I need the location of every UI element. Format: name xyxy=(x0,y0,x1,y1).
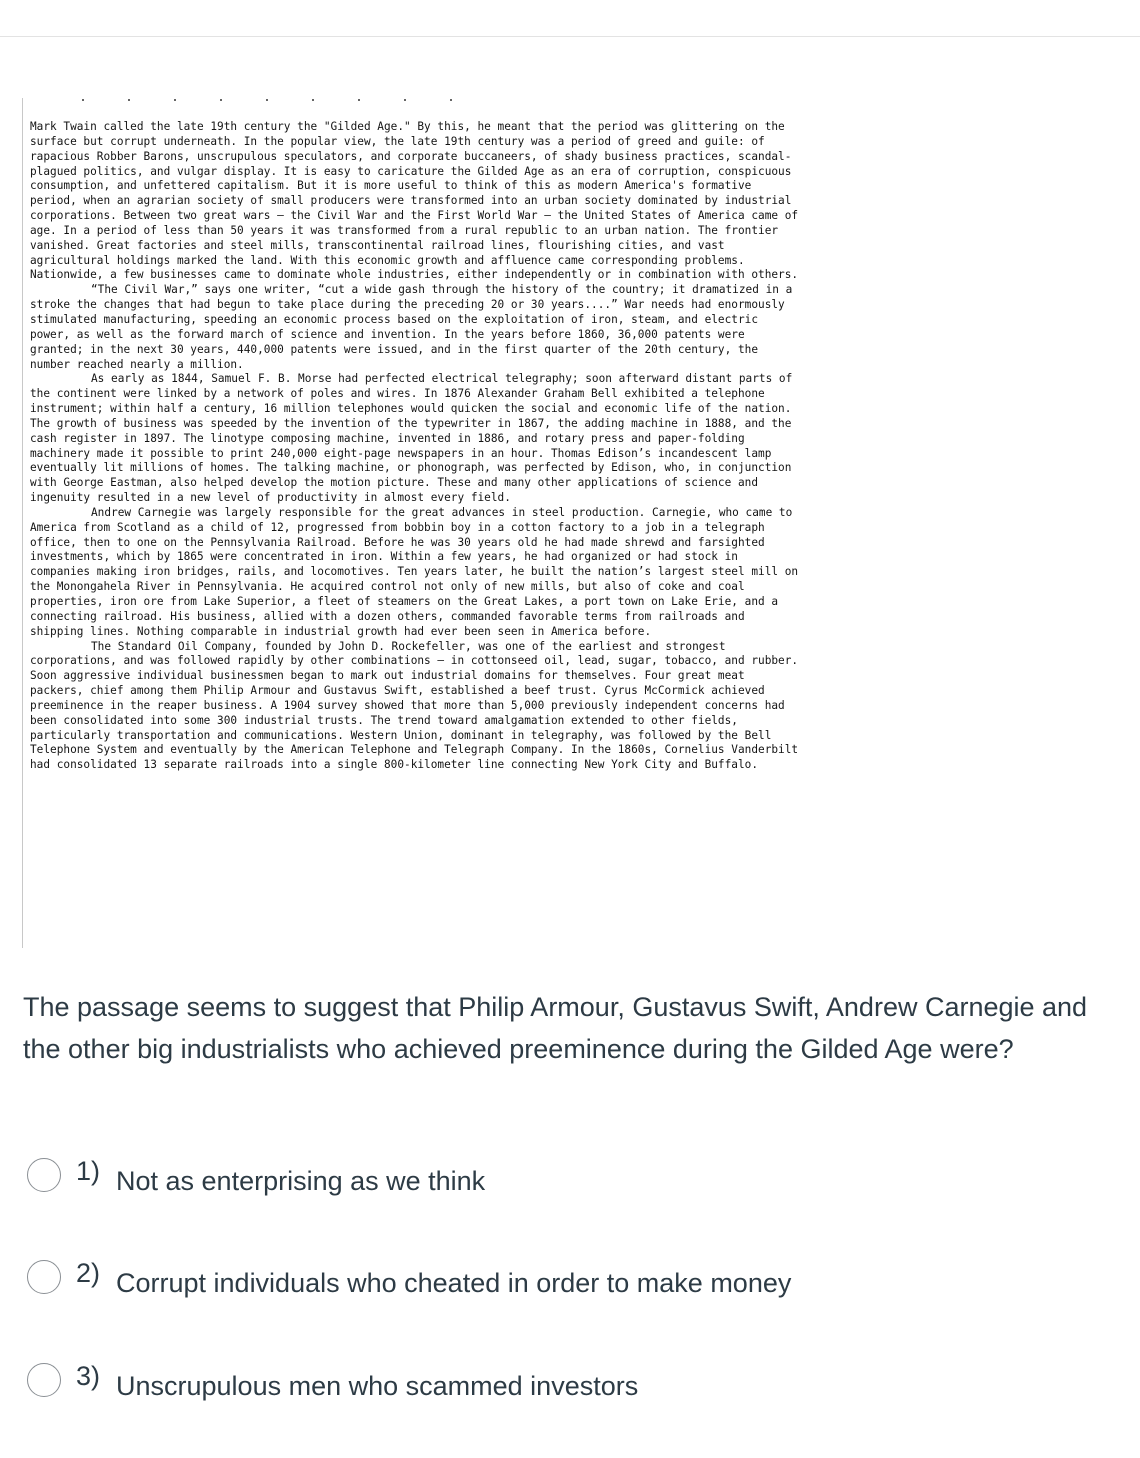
passage-image-crop-marks xyxy=(60,98,460,102)
answer-number: 2) xyxy=(76,1258,101,1288)
question-prompt: The passage seems to suggest that Philip Armour, Gustavus Swift, Andrew Carnegie and the other big industrialists who achieved preeminence during the Gilded Age were? xyxy=(23,992,1088,1064)
passage-text xyxy=(30,120,800,773)
radio-button-icon[interactable] xyxy=(27,1363,61,1397)
answer-label: Corrupt individuals who cheated in order to make money xyxy=(116,1268,792,1298)
answer-option-2[interactable] xyxy=(24,1260,1024,1304)
answer-option-3[interactable] xyxy=(24,1363,1024,1407)
header-divider xyxy=(0,36,1140,37)
answer-number: 1) xyxy=(76,1156,101,1186)
answer-number: 3) xyxy=(76,1361,101,1391)
answer-label: Unscrupulous men who scammed investors xyxy=(116,1371,639,1401)
passage-paragraph: Mark Twain called the late 19th century the "Gilded Age." By this, he meant that the period was glittering on the surface but corrupt underneath. In the popular view, the late 19th century was a period of greed and guile: of rapacious Robber Barons, unscrupulous speculators, and corporate buccaneers, of shady business practices, scandal-plagued politics, and vulgar display. It is easy to caricature the Gilded Age as an era of corruption, conspicuous consumption, and unfettered capitalism. But it is more useful to think of this as modern America's formative period, when an agrarian society of small producers were transformed into an urban society dominated by industrial corporations. Between two great wars – the Civil War and the First World War – the United States of America came of age. In a period of less than 50 years it was transformed from a rural republic to an urban nation. The frontier vanished. Great factories and steel mills, transcontinental railroad lines, flourishing cities, and vast agricultural holdings marked the land. With this economic growth and affluence came corresponding problems. Nationwide, a few businesses came to dominate whole industries, either independently or in combination with others. xyxy=(30,120,799,282)
passage-paragraph: As early as 1844, Samuel F. B. Morse had perfected electrical telegraphy; soon afterward distant parts of the continent were linked by a network of poles and wires. In 1876 Alexander Graham Bell exhibited a telephone instrument; within half a century, 16 million telephones would quicken the social and economic life of the nation. The growth of business was speeded by the invention of the typewriter in 1867, the adding machine in 1888, and the cash register in 1897. The linotype composing machine, invented in 1886, and rotary press and paper-folding machinery made it possible to print 240,000 eight-page newspapers in an hour. Thomas Edison’s incandescent lamp eventually lit millions of homes. The talking machine, or phonograph, was perfected by Edison, who, in conjunction with George Eastman, also helped develop the motion picture. These and many other applications of science and ingenuity resulted in a new level of productivity in almost every field. xyxy=(30,372,793,505)
radio-button-icon[interactable] xyxy=(27,1158,61,1192)
passage-paragraph: Andrew Carnegie was largely responsible for the great advances in steel production. Carnegie, who came to America from Scotland as a child of 12, progressed from bobbin boy in a cotton factory to a job in a telegraph office, then to one on the Pennsylvania Railroad. Before he was 30 years old he had made shrewd and farsighted investments, which by 1865 were concentrated in iron. Within a few years, he had organized or had stock in companies making iron bridges, rails, and locomotives. Ten years later, he built the nation’s largest steel mill on the Monongahela River in Pennsylvania. He acquired control not only of new mills, but also of coke and coal properties, iron ore from Lake Superior, a fleet of steamers on the Great Lakes, a port town on Lake Erie, and a connecting railroad. His business, allied with a dozen others, commanded favorable terms from railroads and shipping lines. Nothing comparable in industrial growth had ever been seen in America before. xyxy=(30,505,799,638)
passage-paragraph: “The Civil War,” says one writer, “cut a wide gash through the history of the country; it dramatized in a stroke the changes that had begun to take place during the preceding 20 or 30 years....” War needs had enormously stimulated manufacturing, speeding an economic process based on the exploitation of iron, steam, and electric power, as well as the forward march of science and invention. In the years before 1860, 36,000 patents were granted; in the next 30 years, 440,000 patents were issued, and in the first quarter of the 20th century, the number reached nearly a million. xyxy=(30,283,793,371)
passage-paragraph: The Standard Oil Company, founded by John D. Rockefeller, was one of the earliest and strongest corporations, and was followed rapidly by other combinations – in cottonseed oil, lead, sugar, tobacco, and rubber. Soon aggressive individual businessmen began to mark out industrial domains for themselves. Four great meat packers, chief among them Philip Armour and Gustavus Swift, established a beef trust. Cyrus McCormick achieved preeminence in the reaper business. A 1904 survey showed that more than 5,000 previously independent concerns had been consolidated into some 300 industrial trusts. The trend toward amalgamation extended to other fields, particularly transportation and communications. Western Union, dominant in telegraphy, was followed by the Bell Telephone System and eventually by the American Telephone and Telegraph Company. In the 1860s, Cornelius Vanderbilt had consolidated 13 separate railroads into a single 800-kilometer line connecting New York City and Buffalo. xyxy=(30,639,799,772)
answer-option-1[interactable] xyxy=(24,1158,1024,1202)
passage-image xyxy=(22,98,799,948)
radio-button-icon[interactable] xyxy=(27,1260,61,1294)
answer-label: Not as enterprising as we think xyxy=(116,1166,486,1196)
